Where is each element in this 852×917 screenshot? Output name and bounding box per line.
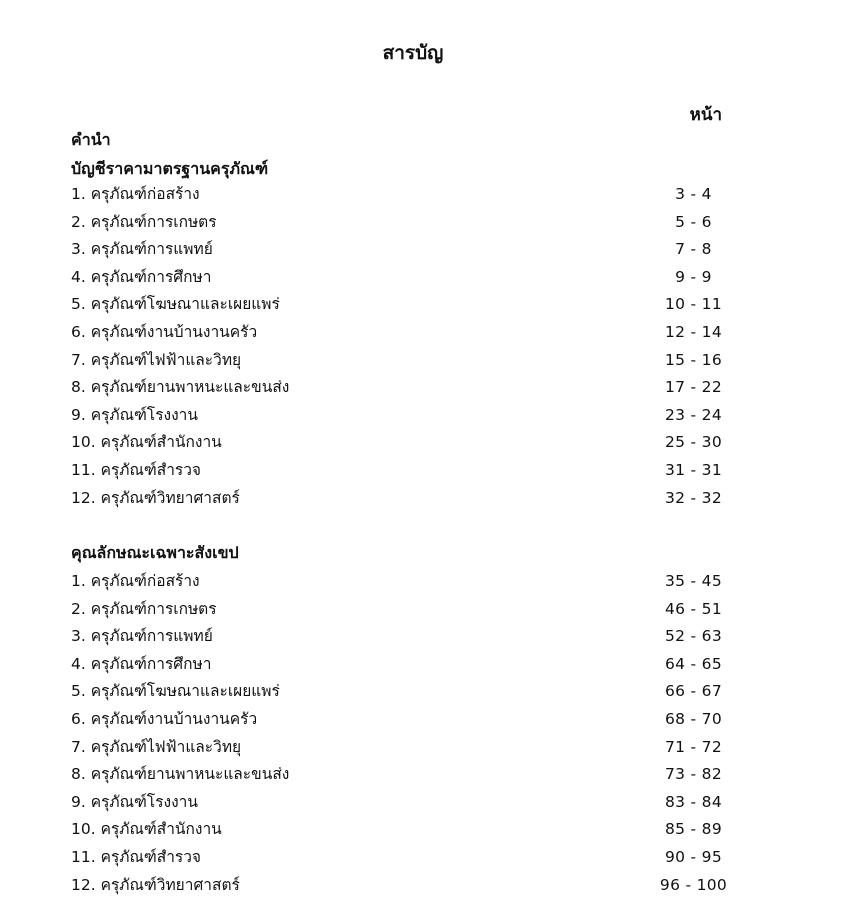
toc-row xyxy=(71,789,771,817)
toc-row xyxy=(71,816,771,844)
toc-entry-label: 3. ครุภัณฑ์การแพทย์ xyxy=(71,240,213,259)
toc-entry-label: 11. ครุภัณฑ์สำรวจ xyxy=(71,847,202,866)
toc-entry-pages: 66 - 67 xyxy=(665,682,722,701)
toc-entry-label: 8. ครุภัณฑ์ยานพาหนะและขนส่ง xyxy=(71,378,290,397)
toc-row xyxy=(71,429,771,457)
toc-entry-pages: 17 - 22 xyxy=(665,378,722,397)
toc-entry-pages: 5 - 6 xyxy=(675,212,712,231)
toc-row xyxy=(71,457,771,485)
toc-list-specifications xyxy=(71,568,771,899)
toc-row xyxy=(71,844,771,872)
toc-row xyxy=(71,347,771,375)
toc-entry-label: 4. ครุภัณฑ์การศึกษา xyxy=(71,267,212,286)
toc-entry-pages: 25 - 30 xyxy=(665,433,722,452)
toc-entry-label: 10. ครุภัณฑ์สำนักงาน xyxy=(71,820,222,839)
toc-entry-label: 6. ครุภัณฑ์งานบ้านงานครัว xyxy=(71,322,258,341)
toc-entry-pages: 12 - 14 xyxy=(665,322,722,341)
toc-entry-pages: 46 - 51 xyxy=(665,599,722,618)
toc-row xyxy=(71,209,771,237)
toc-entry-pages: 23 - 24 xyxy=(665,405,722,424)
toc-entry-pages: 90 - 95 xyxy=(665,847,722,866)
toc-row xyxy=(71,651,771,679)
toc-entry-label: 4. ครุภัณฑ์การศึกษา xyxy=(71,654,212,673)
toc-entry-pages: 71 - 72 xyxy=(665,737,722,756)
toc-entry-label: 11. ครุภัณฑ์สำรวจ xyxy=(71,460,202,479)
toc-entry-label: 9. ครุภัณฑ์โรงงาน xyxy=(71,792,198,811)
toc-row xyxy=(71,596,771,624)
toc-row xyxy=(71,872,771,900)
toc-entry-label: 1. ครุภัณฑ์ก่อสร้าง xyxy=(71,572,200,590)
foreword-heading: คำนำ xyxy=(71,130,111,149)
toc-row xyxy=(71,181,771,209)
toc-row xyxy=(71,236,771,264)
toc-entry-pages: 83 - 84 xyxy=(665,792,722,811)
toc-row xyxy=(71,485,771,513)
toc-entry-label: 12. ครุภัณฑ์วิทยาศาสตร์ xyxy=(71,488,240,507)
toc-entry-label: 6. ครุภัณฑ์งานบ้านงานครัว xyxy=(71,709,258,728)
section-heading-price-list: บัญชีราคามาตรฐานครุภัณฑ์ xyxy=(71,159,269,178)
toc-entry-label: 5. ครุภัณฑ์โฆษณาและเผยแพร่ xyxy=(71,682,280,701)
toc-entry-pages: 64 - 65 xyxy=(665,654,722,673)
toc-list-price-list xyxy=(71,181,771,512)
toc-row xyxy=(71,374,771,402)
toc-row xyxy=(71,319,771,347)
toc-row xyxy=(71,568,771,596)
toc-row xyxy=(71,291,771,319)
toc-entry-label: 5. ครุภัณฑ์โฆษณาและเผยแพร่ xyxy=(71,295,280,314)
toc-entry-pages: 52 - 63 xyxy=(665,627,722,646)
toc-entry-pages: 73 - 82 xyxy=(665,765,722,784)
toc-entry-pages: 9 - 9 xyxy=(675,267,712,286)
toc-entry-pages: 32 - 32 xyxy=(665,488,722,507)
page-column-header: หน้า xyxy=(689,105,722,125)
toc-entry-label: 7. ครุภัณฑ์ไฟฟ้าและวิทยุ xyxy=(71,350,242,369)
page-title: สารบัญ xyxy=(382,42,444,64)
toc-entry-label: 10. ครุภัณฑ์สำนักงาน xyxy=(71,433,222,452)
toc-entry-pages: 7 - 8 xyxy=(675,240,712,259)
toc-row xyxy=(71,402,771,430)
toc-entry-label: 2. ครุภัณฑ์การเกษตร xyxy=(71,212,217,231)
toc-entry-label: 12. ครุภัณฑ์วิทยาศาสตร์ xyxy=(71,875,240,894)
toc-entry-pages: 31 - 31 xyxy=(665,460,722,479)
toc-row xyxy=(71,678,771,706)
toc-entry-label: 1. ครุภัณฑ์ก่อสร้าง xyxy=(71,185,200,203)
toc-entry-pages: 85 - 89 xyxy=(665,820,722,839)
toc-row xyxy=(71,734,771,762)
toc-entry-pages: 10 - 11 xyxy=(665,295,722,314)
toc-entry-pages: 68 - 70 xyxy=(665,709,722,728)
toc-row xyxy=(71,623,771,651)
toc-entry-pages: 96 - 100 xyxy=(659,875,728,894)
section-heading-specifications: คุณลักษณะเฉพาะสังเขป xyxy=(71,543,239,562)
toc-entry-pages: 3 - 4 xyxy=(675,185,712,203)
toc-row xyxy=(71,264,771,292)
toc-entry-label: 8. ครุภัณฑ์ยานพาหนะและขนส่ง xyxy=(71,765,290,784)
toc-entry-label: 3. ครุภัณฑ์การแพทย์ xyxy=(71,627,213,646)
toc-row xyxy=(71,761,771,789)
toc-entry-label: 2. ครุภัณฑ์การเกษตร xyxy=(71,599,217,618)
toc-entry-label: 7. ครุภัณฑ์ไฟฟ้าและวิทยุ xyxy=(71,737,242,756)
toc-entry-pages: 15 - 16 xyxy=(665,350,722,369)
toc-entry-label: 9. ครุภัณฑ์โรงงาน xyxy=(71,405,198,424)
toc-entry-pages: 35 - 45 xyxy=(665,572,722,590)
toc-row xyxy=(71,706,771,734)
